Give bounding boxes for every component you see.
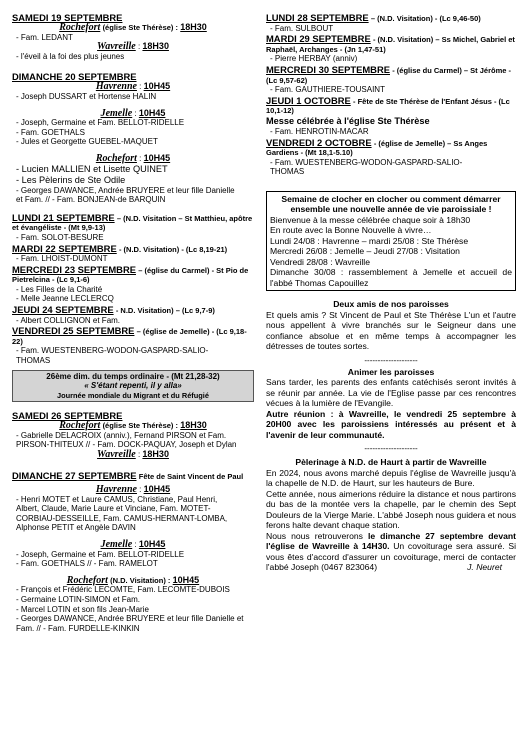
mass-place-line: Havrenne : 10H45 [95,81,171,93]
article-animer [266,367,516,441]
weekday-block: MERCREDI 30 SEPTEMBRE - (église du Carmel) – St Jérôme - (Lc 9,57-62) - Fam. GAUTHIERE-TOUSAINT [266,64,516,95]
article-paragraph: Cette année, nous aimerions réduire la distance et nous partirons du bas de la montée vers la chapelle, par le chemin des Sept Douleurs de la Vierge Marie. L'abbé Joseph nous guidera et nous ferons halte devant chaque station. [266,488,516,531]
day-heading: SAMEDI 26 SEPTEMBRE [12,410,123,422]
intention: - Fam. GOETHALS // - Fam. RAMELOT [16,559,158,569]
separator: -------------------- [364,355,418,365]
weekday-block: MERCREDI 23 SEPTEMBRE – (église du Carmel) - St Pio de Pietrelcina - (Lc 9,1-6) - Les Filles de la Charité - Melle Jeanne LECLERCQ [12,264,254,304]
day-heading: SAMEDI 19 SEPTEMBRE [12,12,123,23]
intention: - l'éveil à la foi des plus jeunes [16,51,125,61]
announcement-line: Bienvenue à la messe célébrée chaque soir à 18h30 [270,214,471,225]
article-paragraph: Nous nous retrouverons le dimanche 27 septembre devant l'église de Wavreille à 14H30. Un covoiturage sera assuré. Si vous êtes d'accord d'assurer un covoiturage, merci de contacter l'abbé Joseph (0467 823064) J. Neuret [266,530,516,573]
weekday-block: VENDREDI 25 SEPTEMBRE – (église de Jemelle) - (Lc 9,18-22) - Fam. WUESTENBERG-WODON-GASPARD-SALIO- THOMAS [12,325,254,365]
intention: - Marcel LOTIN et son fils Jean-Marie [16,604,149,614]
intention: PIRSON-THITEUX // - Fam. DOCK-PAQUAY, Joseph et Dylan [16,440,237,450]
day-heading: DIMANCHE 20 SEPTEMBRE [12,71,137,83]
announcement-line: Mercredi 26/08 : Jemelle – Jeudi 27/08 : Visitation [270,246,460,257]
intention: - Gabrielle DELACROIX (anniv.), Fernand PIRSON et Fam. [16,430,227,440]
separator: -------------------- [364,444,418,454]
intention: - Joseph, Germaine et Fam. BELLOT-RIDELLE [16,549,185,559]
mass-place-line: Rochefort (église Ste Thérèse) : 18H30 [59,22,207,33]
day-heading: LUNDI 21 SEPTEMBRE [12,211,115,223]
mass-place-line: Wavreille : 18H30 [97,41,169,53]
intention: CORBIAU-DESSEILLE, Fam. CAMUS-HERMANT-LOMBA, [16,513,228,523]
day-heading: MERCREDI 30 SEPTEMBRE [266,63,390,75]
announcement-line: Dimanche 30/08 : rassemblement à Jemelle et accueil de l'abbé Thomas Capouillez [270,267,512,288]
weekday-block: JEUDI 1 OCTOBRE - Fête de Ste Thérèse de l'Enfant Jésus - (Lc 10,1-12) Messe célébrée à l'église Ste Thérèse - Fam. HENROTIN-MACAR [266,95,516,137]
intention: - Fam. SOLOT-BESURE [16,232,104,242]
intention: Alphonse PETIT et Angèle DAVIN [16,523,136,533]
day-heading: MARDI 29 SEPTEMBRE [266,33,371,45]
mass-place-line: Rochefort (N.D. Visitation) : 10H45 [66,574,200,586]
right-column [266,12,516,573]
mass-place-line: Havrenne : 10H45 [95,484,171,496]
intention: - Lucien MALLIEN et Lisette QUINET [16,163,168,174]
day-heading: MARDI 22 SEPTEMBRE [12,242,117,254]
weekday-block: JEUDI 24 SEPTEMBRE - N.D. Visitation) – (Lc 9,7-9) - Albert COLLIGNON et Fam. [12,304,254,325]
intention: - Jules et Georgette GUEBEL-MAQUET [16,137,158,147]
intention: - Les Filles de la Charité [16,284,103,294]
intention: - Melle Jeanne LECLERCQ [16,294,114,304]
announcement-line: Lundi 24/08 : Havrenne – mardi 25/08 : Ste Thérèse [270,235,469,246]
announcement-box [266,191,516,292]
mass-place-line: Rochefort : 10H45 [95,152,171,164]
day-heading: VENDREDI 2 OCTOBRE [266,136,372,148]
mass-place-line: Wavreille : 18H30 [97,448,169,460]
weekday-block: LUNDI 28 SEPTEMBRE – (N.D. Visitation) - (Lc 9,46-50) - Fam. SULBOUT [266,12,516,33]
intention: THOMAS [270,167,305,177]
intention: - Fam. LHOIST-DUMONT [16,254,108,264]
announcement-line: En route avec la Bonne Nouvelle à vivre… [270,225,432,236]
left-column: SAMEDI 19 SEPTEMBRE Rochefort (église Ste Thérèse) : 18H30 - Fam. LEDANT Wavreille : 18H30 - l'éveil à la foi des plus jeunes DIMANCHE 20 SEPTEMBRE Havrenne : 10H45 - Joseph DUSSART et Hortense HALIN Jemelle : 10H45 - Joseph, Germaine et Fam. BELLOT-RIDELLE - Fam. GOETHALS - Jules et Georgette GUEBEL-MAQUET Rochefort : 10H45 - Lucien MALLIEN et Lisette QUINET - Les Pèlerins de Ste Odile - Georges DAWANCE, Andrée BRUYERE et leur fille Danielle et Fam. // - Fam. BONJEAN-de BARQUIN LUNDI 21 SEPTEMBRE – (N.D. Visitation – St Matthieu, apôtre et évangéliste - (Mt 9,9-13) - Fam. SOLOT-BESURE MARDI 22 SEPTEMBRE - (N.D. Visitation) - (Lc 8,19-21) - Fam. LHOIST-DUMONT MERCREDI 23 SEPTEMBRE – (église du Carmel) - St Pio de Pietrelcina - (Lc 9,1-6) - Les Filles de la Charité - Melle Jeanne LECLERCQ JEUDI 24 SEPTEMBRE - N.D. Visitation) – (Lc 9,7-9) - Albert COLLIGNON et Fam. VENDREDI 25 SEPTEMBRE – (église de Jemelle) - (Lc 9,18-22) - Fam. WUESTENBERG-WODON-GASPARD-SALIO- THOMAS 26ème dim. du temps ordinaire - (Mt 21,28-32) « S'étant repenti, il y alla» Journée mondiale du Migrant et du Réfugié SAMEDI 26 SEPTEMBRE Rochefort (église Ste Thérèse) : 18H30 - Gabrielle DELACROIX (anniv.), Fernand PIRSON et Fam. PIRSON-THITEUX // - Fam. DOCK-PAQUAY, Joseph et Dylan Wavreille : 18H30 DIMANCHE 27 SEPTEMBRE Fête de Saint Vincent de Paul Havrenne : 10H45 - Henri MOTET et Laure CAMUS, Christiane, Paul Henri, Albert, Claude, Marie Laure et Vinciane, Fam. MOTET- CORBIAU-DESSEILLE, Fam. CAMUS-HERMANT-LOMBA, Alphonse PETIT et Angèle DAVIN Jemelle : 10H45 - Joseph, Germaine et Fam. BELLOT-RIDELLE - Fam. GOETHALS // - Fam. RAMELOT Rochefort (N.D. Visitation) : 10H45 - François et Frédéric LECOMTE, Fam. LECOMTE-DUBOIS - Germaine LOTIN-SIMON et Fam. - Marcel LOTIN et son fils Jean-Marie - Georges DAWANCE, Andrée BRUYERE et leur fille Danielle et Fam. // - Fam. FURDELLE-KINKIN [12,12,253,633]
intention: - Fam. LEDANT [16,32,73,42]
mass-place-line: Jemelle : 10H45 [100,539,166,551]
intention: - Fam. WUESTENBERG-WODON-GASPARD-SALIO- [270,157,463,167]
intention: - Fam. SULBOUT [270,23,334,33]
intention: - Henri MOTET et Laure CAMUS, Christiane, Paul Henri, [16,494,218,504]
announcement-title: Semaine de clocher en clocher ou comment démarrer ensemble une nouvelle année de vie paroissiale ! [281,193,501,215]
weekday-block: VENDREDI 2 OCTOBRE - (église de Jemelle) – Ss Anges Gardiens - (Mt 18,1-5.10) - Fam. WUESTENBERG-WODON-GASPARD-SALIO- THOMAS [266,137,516,177]
article-title: Pèlerinage à N.D. de Haurt à partir de Wavreille [295,457,487,468]
article-title: Deux amis de nos paroisses [333,299,449,310]
weekday-block: MARDI 29 SEPTEMBRE - (N.D. Visitation) – Ss Michel, Gabriel et Raphaël, Archanges - (Jn 1,47-51) - Pierre HERBAY (anniv) [266,33,515,64]
weekday-block: LUNDI 21 SEPTEMBRE – (N.D. Visitation – St Matthieu, apôtre et évangéliste - (Mt 9,9-13) - Fam. SOLOT-BESURE [12,211,253,242]
day-heading: JEUDI 1 OCTOBRE [266,94,351,106]
intention: - Albert COLLIGNON et Fam. [16,315,121,325]
article-paragraph: En 2024, nous avons marché depuis l'église de Wavreille jusqu'à la chapelle de N.D. de Haurt, sur les hauteurs de Bure. [266,467,516,489]
mass-location-note: Messe célébrée à l'église Ste Thérèse [266,115,430,126]
intention: - Joseph DUSSART et Hortense HALIN [16,91,157,101]
announcement-line: Vendredi 28/08 : Wavreille [270,256,370,267]
signature: J. Neuret [467,562,502,573]
intention: - Pierre HERBAY (anniv) [270,54,358,64]
intention: - Joseph, Germaine et Fam. BELLOT-RIDELLE [16,118,185,128]
day-heading: VENDREDI 25 SEPTEMBRE [12,325,135,337]
intention: - Georges DAWANCE, Andrée BRUYERE et leur fille Danielle et [16,614,244,624]
day-heading: DIMANCHE 27 SEPTEMBRE [12,469,137,481]
intention: - Fam. HENROTIN-MACAR [270,126,369,136]
article-bold-text: Autre réunion : à Wavreille, le vendredi 25 septembre à 20H00 avec les paroissiens intéressés au présent et à l'avenir de leur communauté. [266,408,516,440]
intention: - François et Frédéric LECOMTE, Fam. LECOMTE-DUBOIS [16,585,230,595]
intention: - Les Pèlerins de Ste Odile [16,174,126,185]
mass-place-line: Rochefort (église Ste Thérèse) : 18H30 [59,420,207,432]
day-heading: MERCREDI 23 SEPTEMBRE [12,263,136,275]
day-heading: LUNDI 28 SEPTEMBRE [266,12,369,23]
intention: Albert, Claude, Marie Laure et Vinciane, Fam. MOTET- [16,504,211,514]
intention: et Fam. // - Fam. BONJEAN-de BARQUIN [16,195,166,205]
intention: - Fam. WUESTENBERG-WODON-GASPARD-SALIO- [16,346,209,356]
intention: - Georges DAWANCE, Andrée BRUYERE et leur fille Danielle [16,185,235,195]
article-amis [266,299,516,352]
article-pelerinage [266,457,516,573]
intention: - Fam. GAUTHIERE-TOUSAINT [270,85,385,95]
intention: Fam. // - Fam. FURDELLE-KINKIN [16,623,140,633]
day-heading: JEUDI 24 SEPTEMBRE [12,304,114,316]
mass-place-line: Jemelle : 10H45 [100,107,166,119]
article-text: Et quels amis ? St Vincent de Paul et Ste Thérèse L'un et l'autre nous appellent à vivre branchés sur le Seigneur dans une confiance absolue et en même temps à accompagner les détresses de toutes sortes. [266,309,516,352]
article-text: Sans tarder, les parents des enfants catéchisés seront invités à se réunir par année. La vie de l'Eglise passe par ces rencontres vécues à la lumière de l'Evangile. [266,377,516,409]
intention: - Fam. GOETHALS [16,127,85,137]
weekday-block: MARDI 22 SEPTEMBRE - (N.D. Visitation) - (Lc 8,19-21) - Fam. LHOIST-DUMONT [12,243,254,264]
article-title: Animer les paroisses [347,366,435,377]
liturgy-band: 26ème dim. du temps ordinaire - (Mt 21,28-32) « S'étant repenti, il y alla» Journée mondiale du Migrant et du Réfugié [12,370,254,403]
intention: THOMAS [16,356,51,366]
intention: - Germaine LOTIN-SIMON et Fam. [16,595,141,605]
